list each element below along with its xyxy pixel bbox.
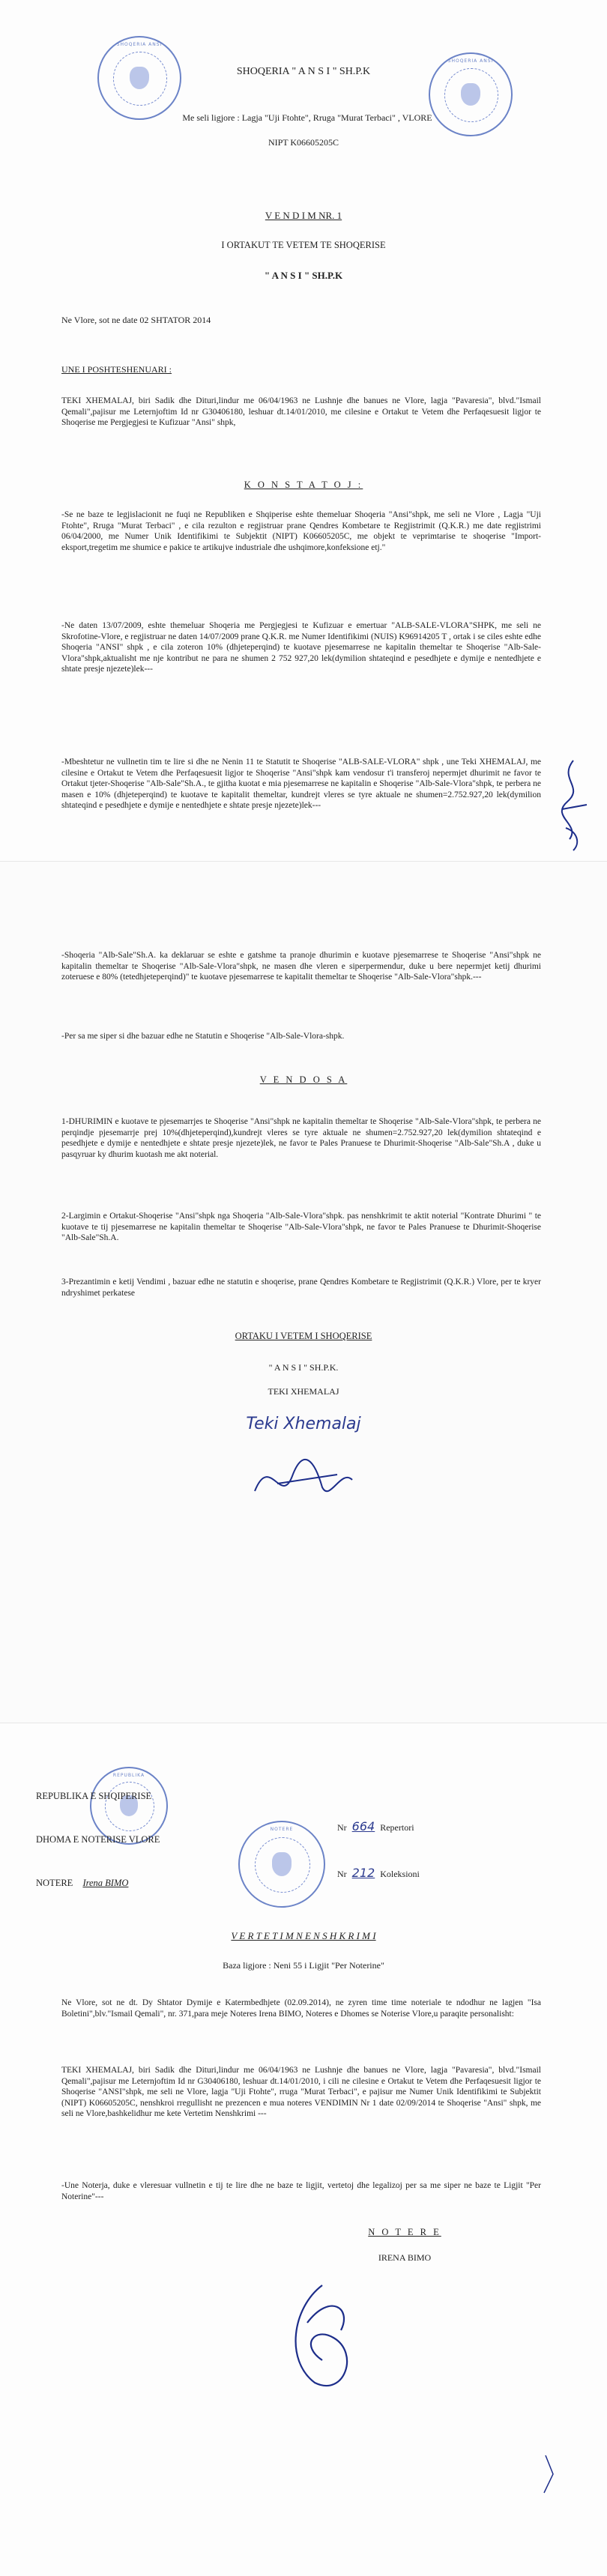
company-address: Me seli ligjore : Lagja "Uji Ftohte", Rruga "Murat Terbaci" , VLORE [182, 112, 432, 123]
repertori-value: 664 [351, 1819, 375, 1833]
company-stamp-right: SHOQERIA ANSI [429, 52, 513, 136]
margin-mark [538, 2452, 561, 2497]
certification-paragraph-1: Ne Vlore, sot ne dt. Dy Shtator Dymije e Katermbedhjete (02.09.2014), ne zyren time time noteriale te ndodhur ne lagjen "Isa Boletini",blv."Ismail Qemali", nr. 371,para meje Noteres Irena BIMO, Noteres e Dhomes se Noterise Vlore,u paraqite personalisht: [61, 1998, 541, 2019]
notary-stamp-center: NOTERE [238, 1821, 325, 1908]
handwritten-name: Teki Xhemalaj [246, 1415, 361, 1433]
notary-line [36, 1878, 276, 1889]
page-3 [0, 1723, 607, 2576]
teki-paragraph: TEKI XHEMALAJ, biri Sadik dhe Dituri,lindur me 06/04/1963 ne Lushnje dhe banues ne Vlore, lagja "Pavaresia", blvd."Ismail Qemali",pajisur me Leternjoftim Id nr G30406180, leshuar dt.14/01/2010, me cilesine e Ortakut te Vetem dhe Perfaqesuesit ligjor te Shoqerise me Pergjegjesi te Kufizuar "Ansi" shpk, [61, 396, 541, 427]
document-subtitle: I ORTAKUT TE VETEM TE SHOQERISE [221, 240, 386, 250]
koleksioni-value: 212 [351, 1866, 375, 1880]
notary-sign-name: IRENA BIMO [378, 2252, 432, 2263]
chamber-heading: DHOMA E NOTERISE VLORE [36, 1834, 160, 1845]
company-stamp-left: SHOQERIA ANSI [97, 36, 181, 120]
company-title: SHOQERIA " A N S I " SH.P.K [236, 66, 371, 77]
koleksioni-label: Koleksioni [380, 1869, 420, 1879]
republic-heading: REPUBLIKA E SHQIPERISE [36, 1791, 152, 1801]
notary-sign-title: N O T E R E [368, 2227, 441, 2237]
page-1 [0, 0, 607, 862]
certification-title: V E R T E T I M N E N S H K R I M I [231, 1930, 376, 1941]
owner-signature [247, 1446, 360, 1514]
finding-3: -Mbeshtetur ne vullnetin tim te lire si dhe ne Nenin 11 te Statutit te Shoqerise "ALB-SALE-VLORA" shpk , une Teki XHEMALAJ, me cilesine e Ortakut te Vetem dhe Perfaqesuesit ligjor te Shoqerise "Ansi"shpk kam vendosur t'i transferoj nepermjet dhurimit ne favor te Ortakut tjeter-Shoqerise "Alb-Sale"Sh.A., te gjitha kuotat e mia pjesemarrese ne kapitalin e Shoqerise "Alb-Sale-Vlora"shpk, te perbera ne masen e 10% (dhjeteperqind) te kuotave te kapitalit themeltar, kundrejt vleres se tyre aktuale ne shumen=2.752.927,20 lek(dymilion shtateqind e pesedhjete e dymije e nentedhjete e shtate presje njezete)lek--- [61, 758, 541, 810]
vendosa-heading: V E N D O S A [259, 1074, 348, 1085]
decision-1: 1-DHURIMIN e kuotave te pjesemarrjes te Shoqerise "Ansi"shpk ne kapitalin themeltar te Shoqerise "Alb-Sale-Vlora"shpk, te perbera ne perqindje pjesemarrje prej 10%(dhjeteperqind),kundrejt vleres se tyre aktuale ne shumen=2.752.927,20 lek(dymilion shtateqind e pesedhjete e dymije e nentedhjete e shtate presje njezete)lek, ne favor te Pales Pranuese te Dhurimit-Shoqerise "Alb-Sale"Sh.A , duke u pasqyruar ky dhurim kuotash me akt noterial. [61, 1117, 541, 1159]
decision-2: 2-Largimin e Ortakut-Shoqerise "Ansi"shpk nga Shoqeria "Alb-Sale-Vlora"shpk. pas nenshkrimit te aktit noterial "Kontrate Dhurimi " te kuotave te tij pjesemarrese ne kapitalin themeltar te Shoqerise "Alb-Sale-Vlora"shpk, ne favor te Pales Pranuese te Dhurimit-Shoqerise "Alb-Sale"Sh.A. [61, 1212, 541, 1242]
certification-paragraph-3: -Une Noterja, duke e vleresuar vullnetin e tij te lire dhe ne baze te ligjit, vertetoj dhe legalizoj per sa me siper ne baze te Ligjit "Per Noterine"--- [61, 2181, 541, 2201]
notary-stamp-left: REPUBLIKA [90, 1767, 168, 1845]
notary-name: Irena BIMO [82, 1878, 129, 1888]
undersigned-heading: UNE I POSHTESHENUARI : [61, 364, 172, 375]
finding-1: -Se ne baze te legjislacionit ne fuqi ne Republiken e Shqiperise eshte themeluar Shoqeria "Ansi"shpk, me seli ne Vlore , Lagja "Uji Ftohte", Rruga "Murat Terbaci" , e cila rezulton e regjistruar prane Qendres Kombetare te Regjistrimit (Q.K.R.) me date regjistrimi 06/04/2000, me Numer Unik Identifikimi te Subjektit (NIPT) K06605205C, me objekt te veprimtarise te shoqerise "Import-eksport,tregetim me shumice e pakice te artikujve industriale dhe ushqimore,konfeksione etj." [61, 510, 541, 552]
place-date: Ne Vlore, sot ne date 02 SHTATOR 2014 [61, 315, 211, 325]
nr-label: Nr [337, 1869, 347, 1879]
margin-signature-1 [551, 757, 596, 854]
nr-label: Nr [337, 1822, 347, 1833]
decision-3: 3-Prezantimin e ketij Vendimi , bazuar edhe ne statutin e shoqerise, prane Qendres Kombetare te Regjistrimit (Q.K.R.) Vlore, per te kryer ndryshimet perkatese [61, 1278, 541, 1298]
company-nipt: NIPT K06605205C [268, 137, 339, 148]
page-2 [0, 862, 607, 1723]
koleksioni-number [337, 1866, 487, 1880]
document-title: V E N D I M NR. 1 [265, 210, 342, 221]
certification-paragraph-2: TEKI XHEMALAJ, biri Sadik dhe Dituri,lindur me 06/04/1963 ne Lushnje dhe banues ne Vlore, lagja "Pavaresia", blvd."Ismail Qemali",pajisur me Leternjoftim Id nr G30406180, leshuar dt.14/01/2010, i cili ne cilesine e Ortakut te Vetem dhe Perfaqesuesit ligjor te Shoqerise "ANSI"shpk, me seli ne Vlore, lagja "Uji Ftohte", rruga "Murat Terbaci", e pajisur me Numer Unik Identifikimi te Subjektit (NIPT) K06605205C, nenshkroi rregullisht ne prezencen e mua noteres VENDIMIN Nr 1 date 02/09/2014 te Shoqerise "Ansi" shpk, me seli ne Vlore,bashkelidhur me kete Vertetim Nenshkrimi --- [61, 2066, 541, 2118]
repertori-label: Repertori [380, 1822, 414, 1833]
legal-basis: Baza ligjore : Neni 55 i Ligjit "Per Noterine" [223, 1960, 384, 1971]
signature-title: ORTAKU I VETEM I SHOQERISE [235, 1331, 372, 1341]
repertori-number [337, 1819, 487, 1833]
notary-signature [270, 2278, 375, 2398]
notary-label: NOTERE [36, 1878, 73, 1888]
finding-2: -Ne daten 13/07/2009, eshte themeluar Shoqeria me Pergjegjesi te Kufizuar e emertuar "ALB-SALE-VLORA"SHPK, me seli ne Skrofotine-Vlore, e regjistruar ne daten 14/07/2009 prane Q.K.R. me Numer Identifikimi (NUIS) K96914205 T , ortak i se ciles eshte edhe Shoqeria "ANSI" shpk , e cila zoteron 10% (dhjeteperqind) te kuotave pjesemarrese ne kapitalin themeltar te Shoqerise "Alb-Sale-Vlora"shpk,aktualisht me nje kontribut ne para ne shumen 2 752 927,20 lek(dymilion shtateqind e pesedhjete e dymije e nentedhjete e shtate presje njezete)lek--- [61, 621, 541, 674]
signature-company: " A N S I " SH.P.K. [268, 1362, 339, 1373]
basis-paragraph: -Per sa me siper si dhe bazuar edhe ne Statutin e Shoqerise "Alb-Sale-Vlora-shpk. [61, 1032, 345, 1041]
company-name-bold: " A N S I " SH.P.K [264, 270, 343, 281]
signature-name: TEKI XHEMALAJ [268, 1386, 339, 1397]
konstatoj-heading: K O N S T A T O J : [244, 480, 363, 490]
declaration-paragraph: -Shoqeria "Alb-Sale"Sh.A. ka deklaruar se eshte e gatshme ta pranoje dhurimin e kuotave pjesemarrese te Shoqerise "Ansi"shpk ne kapitalin themeltar te Shoqerise "Alb-Sale-Vlora"shpk, ne masen dhe vleren e siperpermendur, duke u bere nepermjet ketij dhurimi zoteruese e 80% (tetedhjeteperqind)" te kuotave pjesemarrese te kapitalit themeltar te Shoqerise "Alb-Sale-Vlora"shpk.--- [61, 951, 541, 982]
